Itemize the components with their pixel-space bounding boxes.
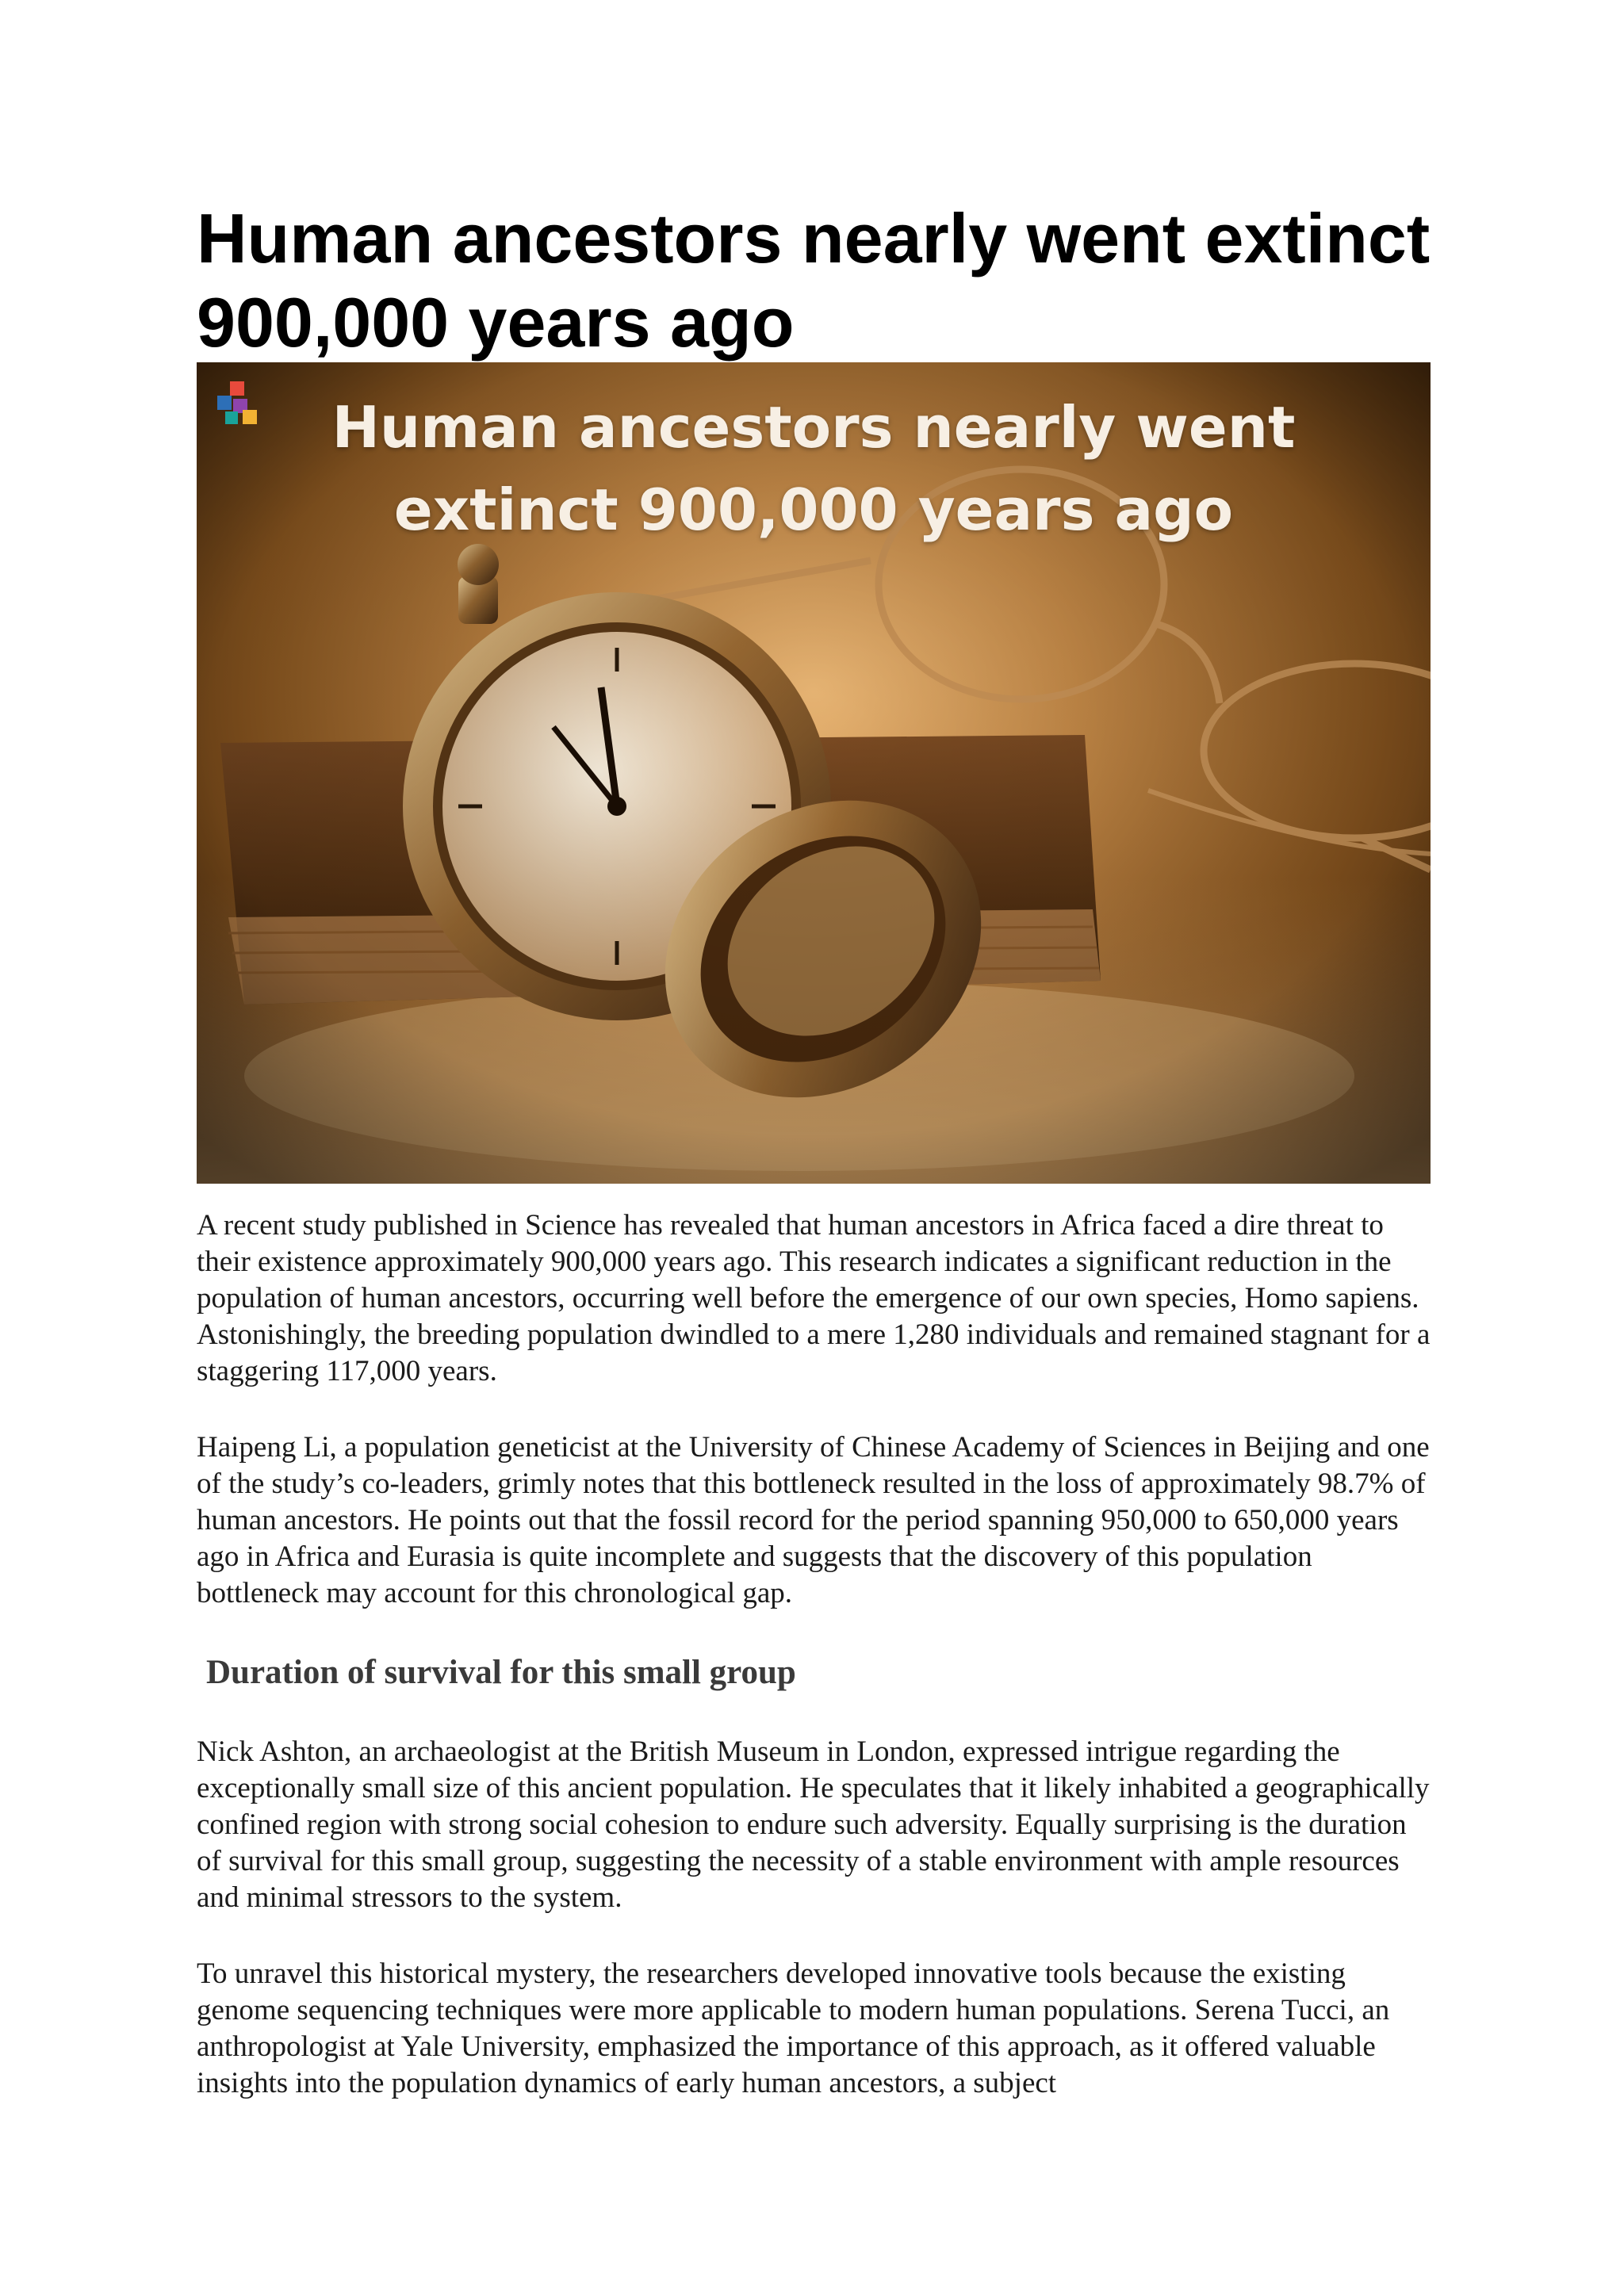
hero-image: [197, 362, 1431, 1184]
article-title: Human ancestors nearly went extinct 900,000 years ago: [197, 199, 1431, 362]
hero-title-line2: extinct 900,000 years ago: [393, 476, 1234, 543]
paragraph-2: Haipeng Li, a population geneticist at the University of Chinese Academy of Sciences in Beijing and one of the study’s co-leaders, grimly notes that this bottleneck resulted in the loss of approximately 98.7% of human ancestors. He points out that the fossil record for the period spanning 950,000 to 650,000 years ago in Africa and Eurasia is quite incomplete and suggests that the discovery of this population bottleneck may account for this chronological gap.: [197, 1431, 1430, 1609]
paragraph-1: A recent study published in Science has revealed that human ancestors in Africa faced a dire threat to their existence approximately 900,000 years ago. This research indicates a significant reduction in the population of human ancestors, occurring well before the emergence of our own species, Homo sapiens. Astonishingly, the breeding population dwindled to a mere 1,280 individuals and remained stagnant for a staggering 117,000 years.: [197, 1209, 1431, 1387]
paragraph-3: Nick Ashton, an archaeologist at the British Museum in London, expressed intrigue regarding the exceptionally small size of this ancient population. He speculates that it likely inhabited a geographically confined region with strong social cohesion to endure such adversity. Equally surprising is the duration of survival for this small group, suggesting the necessity of a stable environment with ample resources and minimal stressors to the system.: [197, 1735, 1430, 1914]
section-heading: Duration of survival for this small group: [206, 1654, 796, 1691]
hero-title: [197, 386, 1431, 551]
hero-title-line1: Human ancestors nearly went: [331, 394, 1296, 461]
paragraph-4: To unravel this historical mystery, the researchers developed innovative tools because the existing genome sequencing techniques were more applicable to modern human populations. Serena Tucci, an anthropologist at Yale University, emphasized the importance of this approach, as it offered valuable insights into the population dynamics of early human ancestors, a subject: [197, 1957, 1390, 2099]
